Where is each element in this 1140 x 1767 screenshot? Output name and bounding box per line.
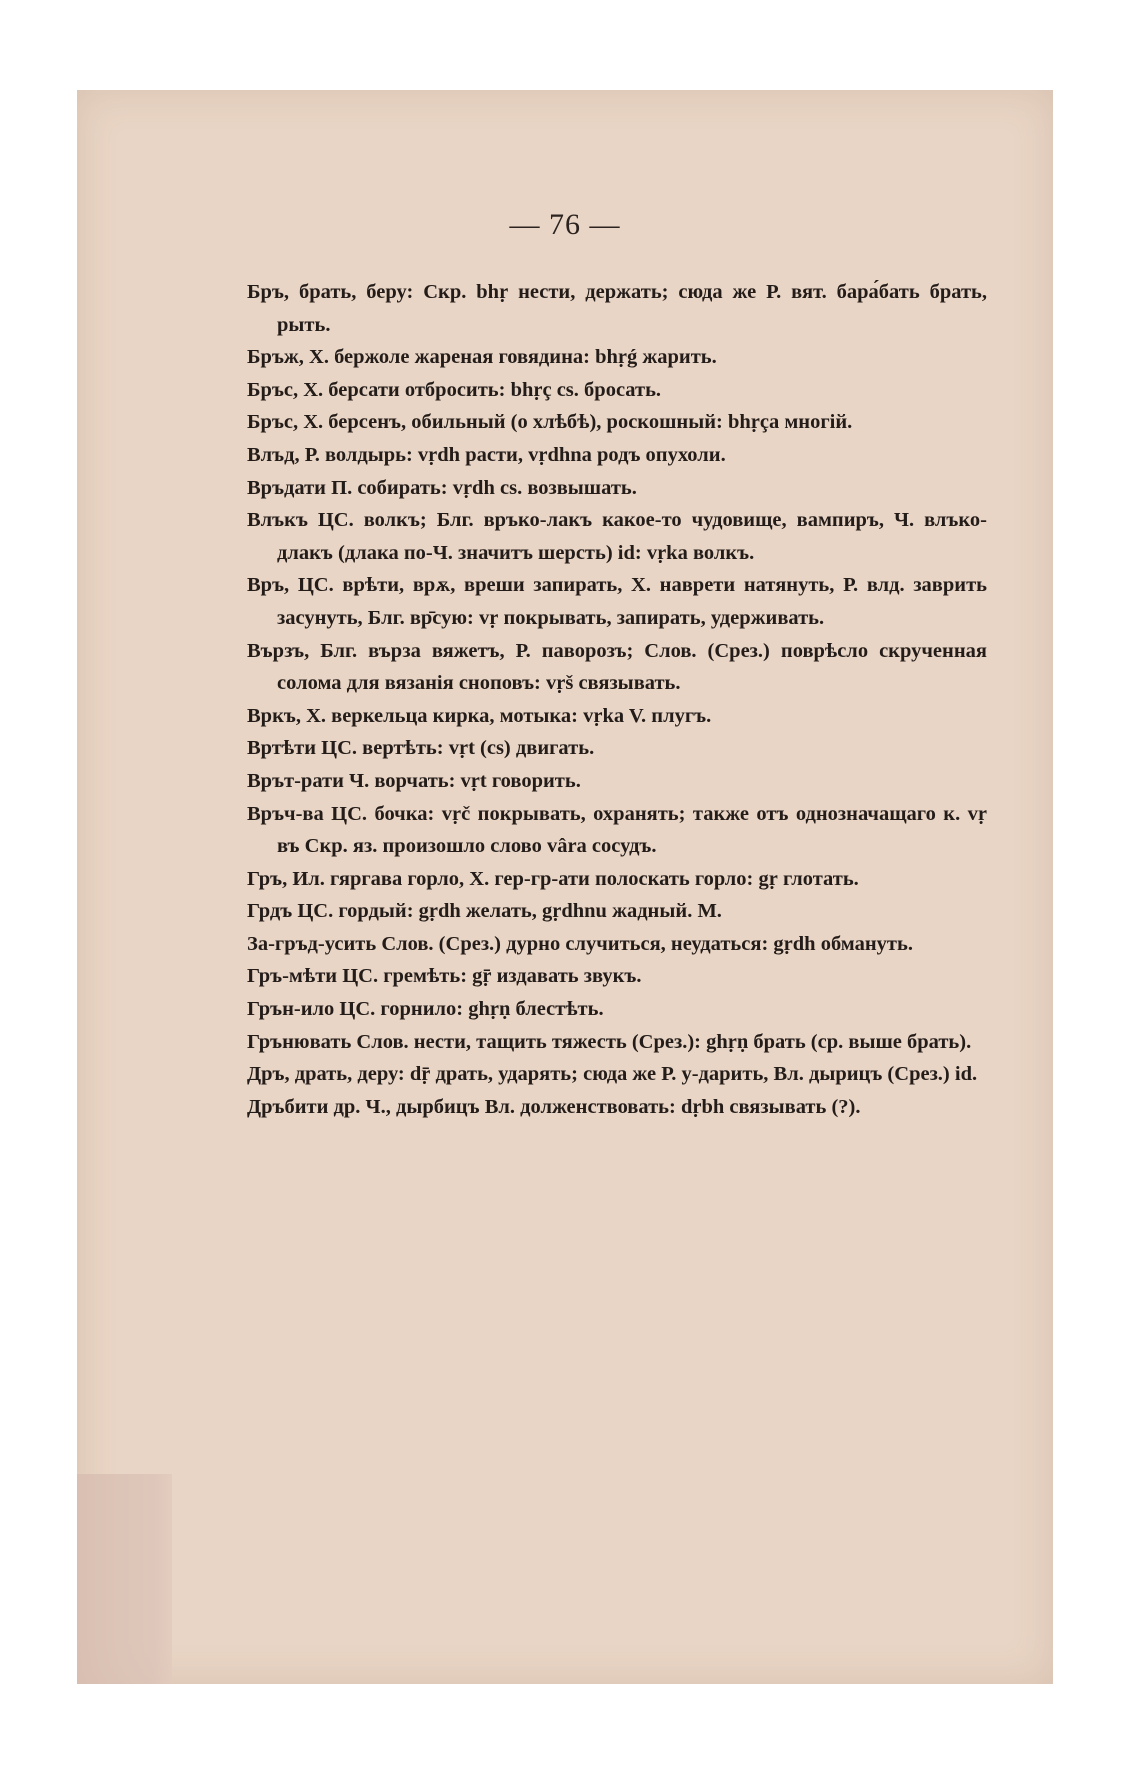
entry: Връч-ва ЦС. бочка: vṛč покрывать, охранять; также отъ однозначащаго к. vṛ въ Скр. яз. произошло слово vâra сосудъ. <box>247 802 987 858</box>
entry: Гръ-мѣти ЦС. гремѣть: gṝ издавать звукъ. <box>247 965 642 988</box>
entry: Вързъ, Блг. върза вяжетъ, Р. паворозъ; Слов. (Срез.) поврѣсло скрученная солома для вязанія сноповъ: vṛš связывать. <box>247 639 987 695</box>
page-number: — 76 — <box>509 208 621 241</box>
entry: Влъкъ ЦС. волкъ; Блг. връко-лакъ какое-то чудовище, вампиръ, Ч. влъко-длакъ (длака по-Ч. значитъ шерсть) id: vṛka волкъ. <box>247 509 987 564</box>
entry: Гръ, Ил. гяргава горло, Х. гер-гр-ати полоскать горло: gṛ глотать. <box>247 867 859 890</box>
entry: Грън-ило ЦС. горнило: ghṛṇ блестѣть. <box>247 998 604 1021</box>
entry: Грънювать Слов. нести, тащить тяжесть (Срез.): ghṛṇ брать (ср. выше брать). <box>247 1030 972 1053</box>
entry: Дръбити др. Ч., дырбицъ Вл. долженствовать: dṛbh связывать (?). <box>247 1095 861 1118</box>
entry: Връдати П. собирать: vṛdh cs. возвышать. <box>247 476 637 499</box>
entry: Бръ, брать, беру: Скр. bhṛ нести, держать; сюда же Р. вят. бара́бать брать, рыть. <box>247 281 987 336</box>
entry: Бръс, Х. берсенъ, обильный (о хлѣбѣ), роскошный: bhṛça многій. <box>247 411 853 434</box>
book-page <box>77 90 1053 1684</box>
entry: Врът-рати Ч. ворчать: vṛt говорить. <box>247 769 581 792</box>
entry: Влъд, Р. волдырь: vṛdh расти, vṛdhna родъ опухоли. <box>247 443 726 466</box>
entry: Вркъ, Х. веркельца кирка, мотыка: vṛka V. плугъ. <box>247 704 712 727</box>
entry: За-гръд-усить Слов. (Срез.) дурно случиться, неудаться: gṛdh обмануть. <box>247 932 913 955</box>
entry: Бръж, Х. бержоле жареная говядина: bhṛǵ жарить. <box>247 346 717 369</box>
entry: Грдъ ЦС. гордый: gṛdh желать, gṛdhnu жадный. М. <box>247 900 722 923</box>
entry: Вртѣти ЦС. вертѣть: vṛt (cs) двигать. <box>247 737 595 760</box>
entry: Връ, ЦС. врѣти, врѫ, вреши запирать, Х. наврети натянуть, Р. влд. заврить засунуть, Блг. вр̄сую: vṛ покрывать, запирать, удерживать. <box>247 574 987 629</box>
page-edge-shadow <box>77 1474 172 1684</box>
entry: Дръ, драть, деру: dṝ драть, ударять; сюда же Р. у-дарить, Вл. дырицъ (Срез.) id. <box>247 1063 978 1086</box>
dictionary-entries <box>247 276 987 1123</box>
entry: Бръс, Х. берсати отбросить: bhṛç cs. бросать. <box>247 378 662 401</box>
